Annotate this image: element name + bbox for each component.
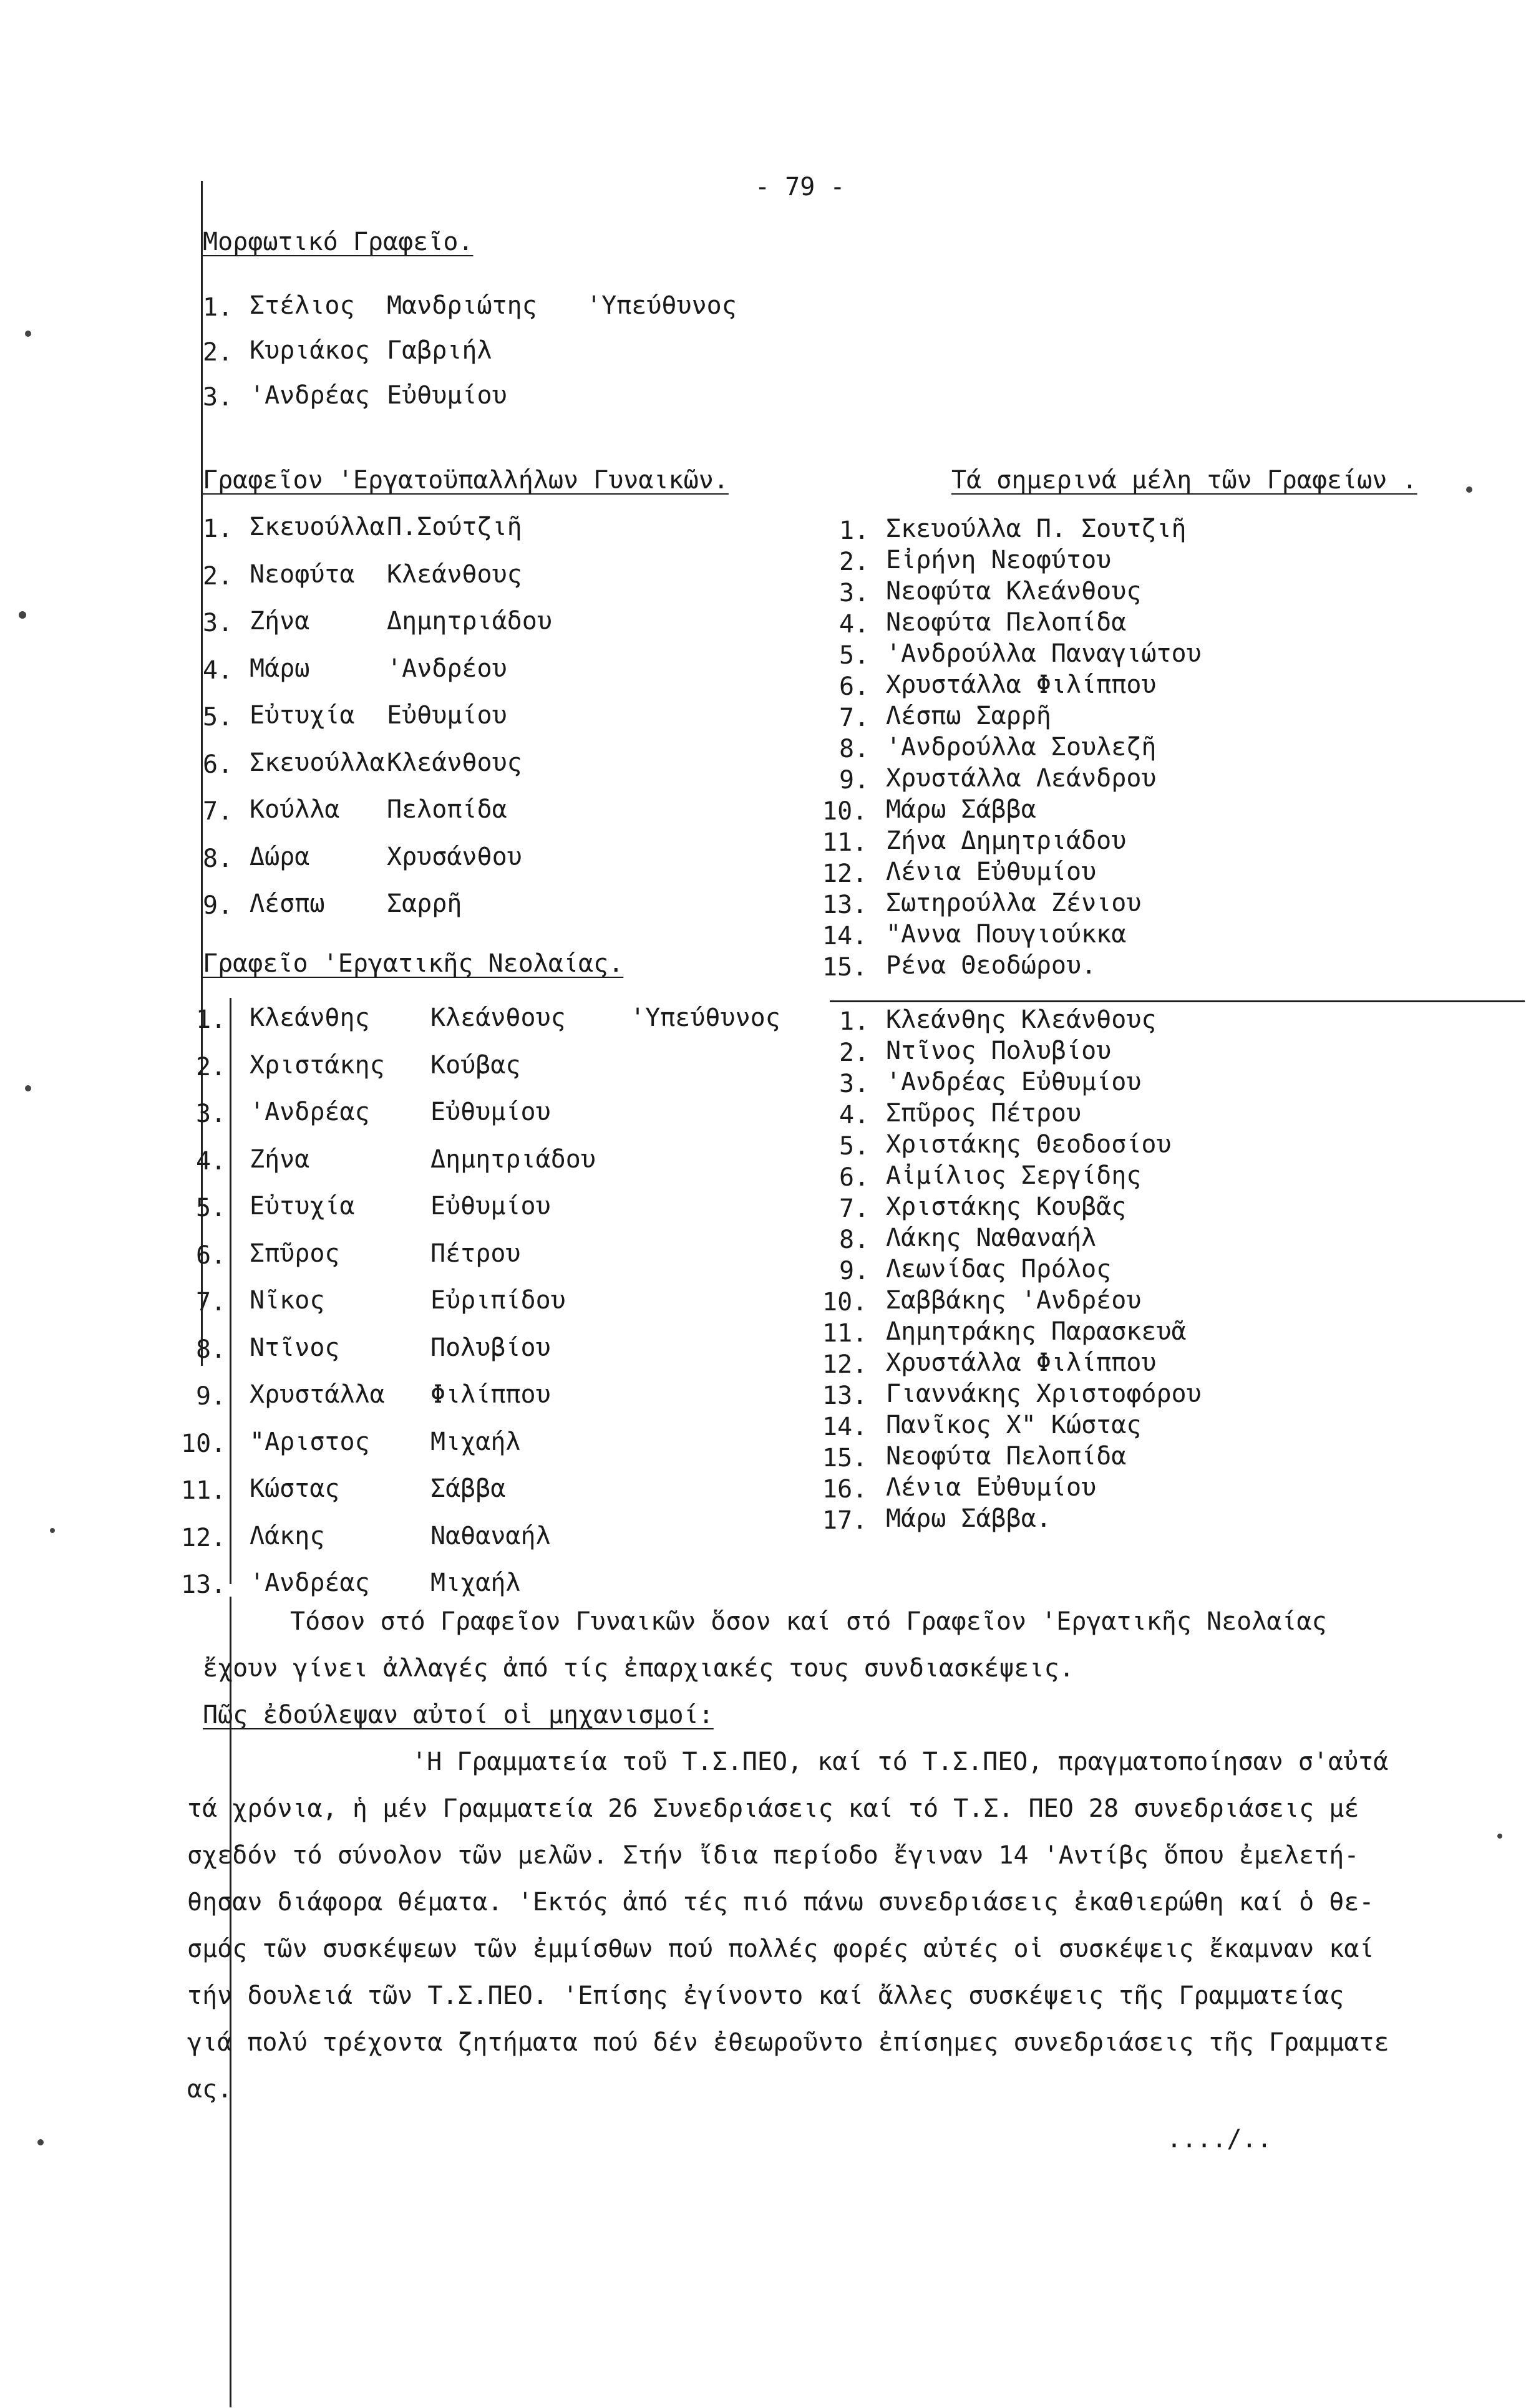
current-youth-number: 8. bbox=[839, 1226, 870, 1254]
neolaias-item-name: 'Ανδρέας bbox=[250, 1569, 370, 1597]
scan-speck bbox=[25, 331, 31, 337]
current-youth-number: 16. bbox=[822, 1475, 868, 1504]
current-youth-number: 7. bbox=[839, 1194, 870, 1223]
neolaias-item-number: 1. bbox=[196, 1005, 226, 1034]
neolaias-item-surname: Ναθαναήλ bbox=[430, 1521, 551, 1550]
neolaias-item-number: 12. bbox=[181, 1523, 226, 1552]
current-youth-member: Γιαννάκης Χριστοφόρου bbox=[886, 1380, 1202, 1408]
current-youth-member: Χριστάκης Θεοδοσίου bbox=[886, 1130, 1172, 1159]
neolaias-item-name: Χρυστάλλα bbox=[250, 1380, 385, 1409]
neolaias-item-role: 'Υπεύθυνος bbox=[630, 1003, 780, 1032]
neolaias-item-surname: Σάββα bbox=[430, 1474, 506, 1503]
current-youth-member: Σπῦρος Πέτρου bbox=[886, 1099, 1082, 1128]
current-women-member: Νεοφύτα Κλεάνθους bbox=[886, 577, 1142, 606]
neolaias-item-surname: Πολυβίου bbox=[430, 1333, 551, 1362]
neolaias-item-number: 5. bbox=[196, 1194, 226, 1222]
current-women-number: 9. bbox=[839, 766, 870, 795]
page-number: - 79 - bbox=[755, 173, 845, 201]
neolaias-item-name: Λάκης bbox=[250, 1521, 325, 1550]
current-youth-member: Νεοφύτα Πελοπίδα bbox=[886, 1442, 1127, 1471]
gynaikon-item-name: Εὐτυχία bbox=[250, 701, 355, 730]
current-women-number: 14. bbox=[822, 922, 868, 950]
neolaias-item-number: 7. bbox=[196, 1288, 226, 1317]
neolaias-item-surname: Εὐθυμίου bbox=[430, 1098, 551, 1126]
current-women-member: Σωτηρούλλα Ζένιου bbox=[886, 889, 1142, 917]
scan-speck bbox=[1466, 486, 1472, 493]
current-women-number: 10. bbox=[822, 797, 868, 826]
neolaias-item-number: 3. bbox=[196, 1100, 226, 1128]
current-youth-number: 6. bbox=[839, 1163, 870, 1192]
current-youth-member: Αἰμίλιος Σεργίδης bbox=[886, 1161, 1142, 1190]
gynaikon-item-number: 1. bbox=[203, 515, 233, 543]
current-youth-member: Μάρω Σάββα. bbox=[886, 1504, 1051, 1533]
current-youth-member: Χριστάκης Κουβᾶς bbox=[886, 1192, 1127, 1221]
current-women-member: Χρυστάλλα Φιλίππου bbox=[886, 670, 1157, 699]
neolaias-item-name: Κώστας bbox=[250, 1474, 340, 1503]
current-women-member: Ζήνα Δημητριάδου bbox=[886, 826, 1127, 855]
gynaikon-item-name: Δώρα bbox=[250, 842, 310, 871]
morfotiko-item-role: 'Υπεύθυνος bbox=[586, 291, 737, 320]
current-youth-number: 4. bbox=[839, 1101, 870, 1129]
paragraph-line: ας. bbox=[187, 2075, 233, 2104]
morfotiko-item-surname: Μανδριώτης bbox=[387, 291, 537, 320]
neolaias-item-name: Κλεάνθης bbox=[250, 1003, 370, 1032]
current-women-member: 'Ανδρούλλα Παναγιώτου bbox=[886, 639, 1202, 668]
morfotiko-heading: Μορφωτικό Γραφεῖο. bbox=[203, 228, 474, 256]
neolaias-item-number: 4. bbox=[196, 1146, 226, 1176]
current-youth-number: 17. bbox=[822, 1506, 868, 1535]
current-women-number: 4. bbox=[839, 610, 870, 639]
current-women-member: Εἰρήνη Νεοφύτου bbox=[886, 546, 1112, 574]
gynaikon-item-surname: Π.Σούτζιῆ bbox=[387, 513, 522, 541]
gynaikon-item-surname: 'Ανδρέου bbox=[387, 654, 507, 683]
neolaias-item-surname: Πέτρου bbox=[430, 1239, 521, 1268]
current-youth-member: Λένια Εὐθυμίου bbox=[886, 1473, 1097, 1502]
paragraph-line: ἔχουν γίνει ἀλλαγές ἀπό τίς ἐπαρχιακές τους συνδιασκέψεις. bbox=[203, 1654, 1074, 1683]
current-women-member: Λέσπω Σαρρῆ bbox=[886, 702, 1051, 730]
current-women-number: 7. bbox=[839, 704, 870, 732]
current-youth-number: 10. bbox=[822, 1288, 868, 1317]
gynaikon-item-name: Σκευούλλα bbox=[250, 748, 385, 777]
scan-speck bbox=[1497, 1834, 1502, 1839]
section-heading-how-worked: Πῶς ἐδούλεψαν αὐτοί οἱ μηχανισμοί: bbox=[203, 1701, 714, 1729]
current-women-number: 8. bbox=[839, 735, 870, 763]
paragraph-line: Τόσον στό Γραφεῖον Γυναικῶν ὅσον καί στό Γραφεῖον 'Εργατικῆς Νεολαίας bbox=[290, 1607, 1327, 1636]
current-women-number: 2. bbox=[839, 548, 870, 576]
current-women-member: Μάρω Σάββα bbox=[886, 795, 1036, 824]
paragraph-line: σμός τῶν συσκέψεων τῶν ἐμμίσθων πού πολλές φορές αὐτές οἱ συσκέψεις ἔκαμναν καί bbox=[187, 1935, 1374, 1963]
neolaias-item-number: 13. bbox=[181, 1570, 226, 1599]
paragraph-line: γιά πολύ τρέχοντα ζητήματα πού δέν ἐθεωροῦντο ἐπίσημες συνεδριάσεις τῆς Γραμματε bbox=[187, 2028, 1389, 2057]
neolaias-item-number: 2. bbox=[196, 1052, 226, 1081]
neolaias-item-name: Σπῦρος bbox=[250, 1239, 340, 1268]
neolaias-item-number: 9. bbox=[196, 1382, 226, 1411]
current-youth-member: Ντῖνος Πολυβίου bbox=[886, 1037, 1112, 1065]
youth-separator-line bbox=[830, 1000, 1525, 1002]
current-youth-number: 3. bbox=[839, 1070, 870, 1098]
current-youth-number: 1. bbox=[839, 1007, 870, 1036]
morfotiko-item-number: 1. bbox=[203, 293, 233, 322]
gynaikon-item-surname: Εὐθυμίου bbox=[387, 701, 507, 730]
morfotiko-item-name: Κυριάκος bbox=[250, 336, 370, 365]
paragraph-line: θησαν διάφορα θέματα. 'Εκτός ἀπό τές πιό πάνω συνεδριάσεις ἐκαθιερώθη καί ὁ θε- bbox=[187, 1888, 1374, 1917]
current-youth-number: 12. bbox=[822, 1350, 868, 1379]
scan-speck bbox=[50, 1528, 55, 1533]
current-youth-number: 2. bbox=[839, 1038, 870, 1067]
neolaias-item-number: 8. bbox=[196, 1335, 226, 1364]
gynaikon-item-number: 4. bbox=[203, 655, 233, 685]
scan-speck bbox=[37, 2139, 44, 2145]
morfotiko-item-surname: Γαβριήλ bbox=[387, 336, 492, 365]
neolaias-item-number: 10. bbox=[181, 1429, 226, 1458]
gynaikon-item-number: 8. bbox=[203, 844, 233, 873]
morfotiko-item-name: Στέλιος bbox=[250, 291, 355, 320]
current-women-member: Σκευούλλα Π. Σουτζιῆ bbox=[886, 515, 1187, 543]
scan-speck bbox=[25, 1085, 31, 1091]
current-women-member: Χρυστάλλα Λεάνδρου bbox=[886, 764, 1157, 793]
neolaias-item-name: 'Ανδρέας bbox=[250, 1098, 370, 1126]
current-women-member: Ρένα Θεοδώρου. bbox=[886, 951, 1097, 980]
gynaikon-item-surname: Κλεάνθους bbox=[387, 748, 522, 777]
current-women-number: 13. bbox=[822, 891, 868, 919]
gynaikon-item-surname: Χρυσάνθου bbox=[387, 842, 522, 871]
morfotiko-item-name: 'Ανδρέας bbox=[250, 381, 370, 410]
current-women-number: 1. bbox=[839, 516, 870, 545]
neolaias-item-surname: Μιχαήλ bbox=[430, 1569, 521, 1597]
scan-speck bbox=[19, 611, 26, 619]
gynaikon-item-surname: Κλεάνθους bbox=[387, 559, 522, 589]
current-women-number: 6. bbox=[839, 672, 870, 701]
current-women-number: 5. bbox=[839, 641, 870, 670]
current-youth-number: 5. bbox=[839, 1132, 870, 1161]
current-women-number: 3. bbox=[839, 579, 870, 607]
neolaias-item-name: Χριστάκης bbox=[250, 1050, 385, 1080]
gynaikon-item-name: Κούλλα bbox=[250, 795, 340, 824]
current-youth-member: Λάκης Ναθαναήλ bbox=[886, 1224, 1097, 1252]
gynaikon-item-number: 5. bbox=[203, 703, 233, 732]
current-women-number: 15. bbox=[822, 953, 868, 982]
neolaias-item-surname: Δημητριάδου bbox=[430, 1144, 596, 1174]
current-youth-number: 14. bbox=[822, 1413, 868, 1441]
gynaikon-item-number: 6. bbox=[203, 750, 233, 779]
morfotiko-item-surname: Εὐθυμίου bbox=[387, 381, 507, 410]
gynaikon-item-number: 2. bbox=[203, 561, 233, 591]
neolaias-item-surname: Κούβας bbox=[430, 1050, 521, 1080]
current-heading: Τά σημερινά μέλη τῶν Γραφείων . bbox=[951, 466, 1417, 495]
gynaikon-item-surname: Δημητριάδου bbox=[387, 607, 552, 636]
neolaias-item-surname: Μιχαήλ bbox=[430, 1427, 521, 1456]
current-women-number: 12. bbox=[822, 859, 868, 888]
neolaias-item-number: 6. bbox=[196, 1240, 226, 1270]
neolaias-item-name: Ντῖνος bbox=[250, 1333, 340, 1362]
current-women-member: Νεοφύτα Πελοπίδα bbox=[886, 608, 1127, 637]
paragraph-line: τά χρόνια, ἡ μέν Γραμματεία 26 Συνεδριάσεις καί τό Τ.Σ. ΠΕΟ 28 συνεδριάσεις μέ bbox=[187, 1794, 1359, 1823]
current-youth-member: 'Ανδρέας Εὐθυμίου bbox=[886, 1068, 1142, 1096]
gynaikon-heading: Γραφεῖον 'Εργατοϋπαλλήλων Γυναικῶν. bbox=[203, 466, 729, 495]
neolaias-item-surname: Φιλίππου bbox=[430, 1380, 551, 1409]
neolaias-heading: Γραφεῖο 'Εργατικῆς Νεολαίας. bbox=[203, 949, 624, 978]
paragraph-line: 'Η Γραμματεία τοῦ Τ.Σ.ΠΕΟ, καί τό Τ.Σ.ΠΕΟ, πραγματοποίησαν σ'αὐτά bbox=[412, 1748, 1389, 1776]
current-youth-member: Σαββάκης 'Ανδρέου bbox=[886, 1286, 1142, 1315]
continuation-mark: ..../.. bbox=[1167, 2125, 1272, 2154]
gynaikon-item-name: Σκευούλλα bbox=[250, 513, 385, 541]
current-youth-member: Δημητράκης Παρασκευᾶ bbox=[886, 1317, 1187, 1346]
gynaikon-item-surname: Σαρρῆ bbox=[387, 889, 462, 918]
current-youth-member: Κλεάνθης Κλεάνθους bbox=[886, 1005, 1157, 1034]
neolaias-item-surname: Κλεάνθους bbox=[430, 1003, 566, 1032]
gynaikon-item-name: Λέσπω bbox=[250, 889, 325, 918]
neolaias-item-name: "Αριστος bbox=[250, 1427, 370, 1456]
current-youth-number: 9. bbox=[839, 1257, 870, 1285]
gynaikon-item-name: Νεοφύτα bbox=[250, 559, 355, 589]
gynaikon-item-name: Μάρω bbox=[250, 654, 310, 683]
list-column-rule bbox=[230, 998, 231, 1584]
current-youth-number: 13. bbox=[822, 1381, 868, 1410]
gynaikon-item-number: 7. bbox=[203, 797, 233, 826]
neolaias-item-surname: Εὐθυμίου bbox=[430, 1192, 551, 1221]
gynaikon-item-surname: Πελοπίδα bbox=[387, 795, 507, 824]
neolaias-item-number: 11. bbox=[181, 1476, 226, 1505]
morfotiko-item-number: 2. bbox=[203, 338, 233, 367]
paragraph-line: σχεδόν τό σύνολον τῶν μελῶν. Στήν ἴδια περίοδο ἔγιναν 14 'Αντίβς ὅπου ἐμελετή- bbox=[187, 1841, 1359, 1870]
neolaias-item-name: Εὐτυχία bbox=[250, 1192, 355, 1221]
current-youth-member: Λεωνίδας Πρόλος bbox=[886, 1255, 1112, 1284]
current-youth-number: 11. bbox=[822, 1319, 868, 1348]
current-women-member: "Αννα Πουγιούκκα bbox=[886, 920, 1127, 949]
gynaikon-item-number: 9. bbox=[203, 891, 233, 920]
neolaias-item-name: Ζήνα bbox=[250, 1144, 310, 1174]
paragraph-line: τήν δουλειά τῶν Τ.Σ.ΠΕΟ. 'Επίσης ἐγίνοντο καί ἄλλες συσκέψεις τῆς Γραμματείας bbox=[187, 1981, 1344, 2010]
current-women-member: 'Ανδρούλλα Σουλεζῆ bbox=[886, 733, 1157, 762]
current-youth-member: Χρυστάλλα Φιλίππου bbox=[886, 1348, 1157, 1377]
gynaikon-item-name: Ζήνα bbox=[250, 607, 310, 636]
neolaias-item-name: Νῖκος bbox=[250, 1286, 325, 1315]
current-youth-member: Πανῖκος Χ" Κώστας bbox=[886, 1411, 1142, 1439]
current-youth-number: 15. bbox=[822, 1444, 868, 1472]
gynaikon-item-number: 3. bbox=[203, 609, 233, 637]
neolaias-item-surname: Εὐριπίδου bbox=[430, 1286, 566, 1315]
morfotiko-item-number: 3. bbox=[203, 383, 233, 412]
current-women-number: 11. bbox=[822, 828, 868, 857]
current-women-member: Λένια Εὐθυμίου bbox=[886, 858, 1097, 886]
